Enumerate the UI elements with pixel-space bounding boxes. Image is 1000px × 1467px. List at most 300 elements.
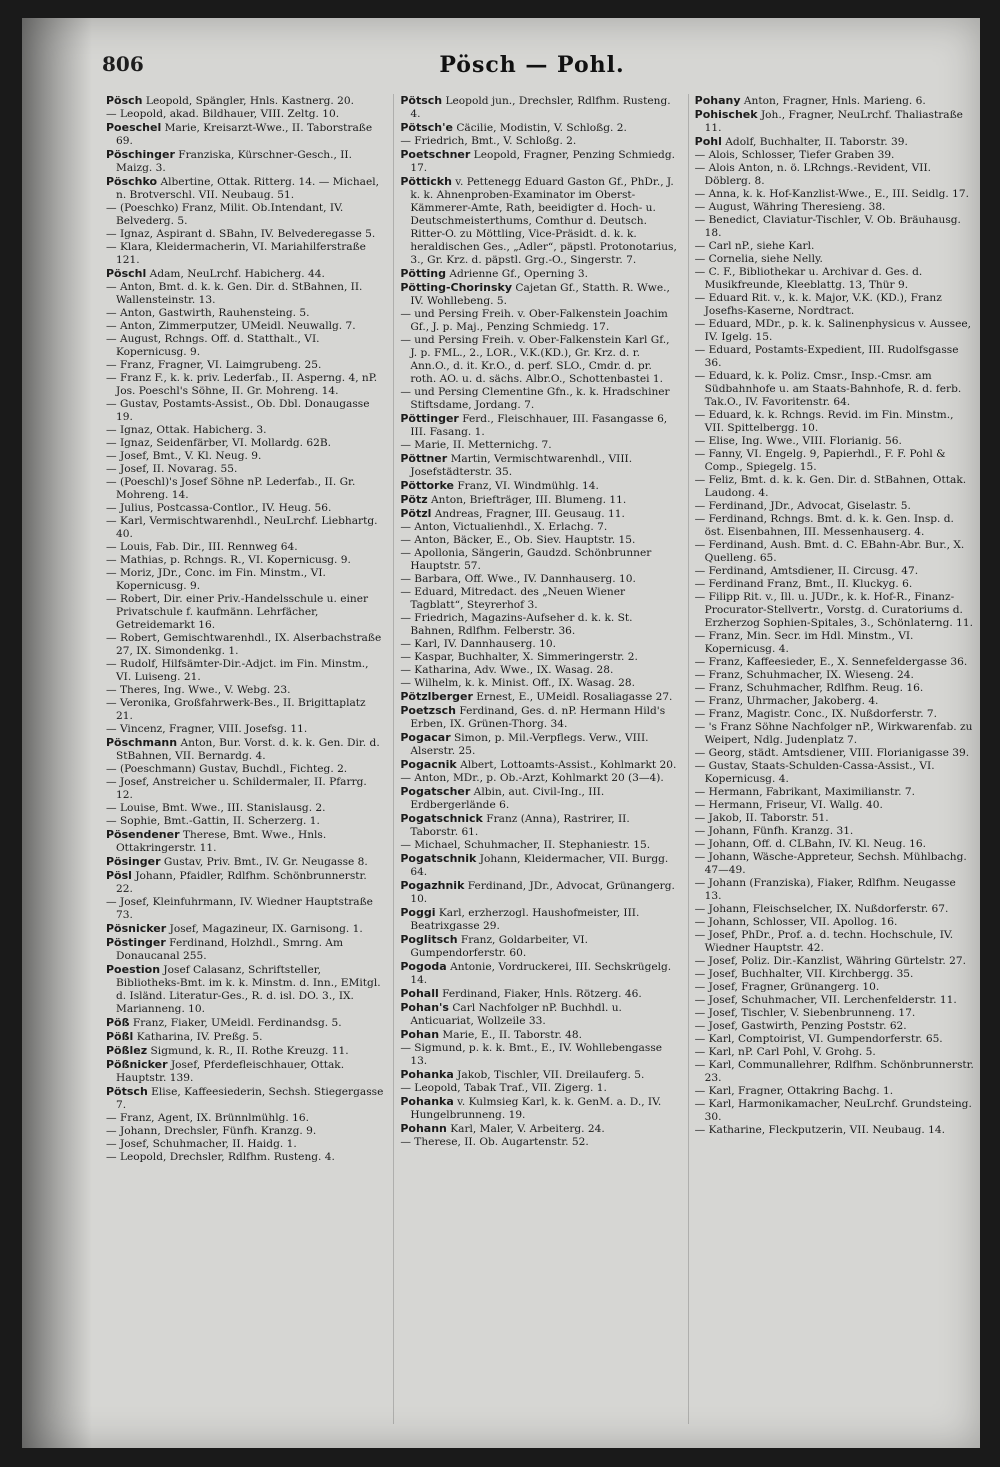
directory-entry	[400, 479, 679, 493]
entry-details: Marie, Kreisarzt-Wwe., II. Taborstraße 69.	[116, 122, 373, 147]
directory-entry	[400, 386, 679, 412]
entry-details: — Leopold, Drechsler, Rdlfhm. Rusteng. 4.	[106, 1151, 335, 1163]
directory-entry	[106, 776, 385, 802]
entry-details: — Johann, Fünfh. Kranzg. 31.	[694, 825, 854, 837]
directory-entry	[106, 94, 385, 108]
directory-entry	[400, 772, 679, 785]
entry-details: — Louise, Bmt. Wwe., III. Stanislausg. 2.	[106, 802, 326, 814]
directory-entry	[695, 825, 974, 838]
directory-entry	[695, 135, 974, 149]
entry-details: — Anton, MDr., p. Ob.-Arzt, Kohlmarkt 20 (3—4).	[400, 772, 664, 784]
directory-entry	[400, 439, 679, 452]
directory-entry	[695, 591, 974, 630]
entry-details: — Robert, Dir. einer Priv.-Handelsschule u. einer Privatschule f. kaufmänn. Lehrfächer, Getreidemarkt 16.	[106, 593, 369, 631]
directory-entry	[106, 869, 385, 896]
directory-entry	[400, 664, 679, 677]
entry-details: — Leopold, Tabak Traf., VII. Zigerg. 1.	[400, 1082, 607, 1094]
directory-entry	[695, 149, 974, 162]
entry-surname: Pösnicker	[106, 922, 167, 935]
entry-details: — Franz, Min. Secr. im Hdl. Minstm., VI. Kopernicusg. 4.	[694, 630, 914, 655]
page-number: 806	[102, 52, 144, 76]
entry-details: Therese, Bmt. Wwe., Hnls. Ottakringerstr. 11.	[116, 829, 327, 854]
directory-entry	[106, 922, 385, 936]
entry-details: — Veronika, Großfahrwerk-Bes., II. Brigittaplatz 21.	[106, 697, 366, 722]
directory-entry	[695, 630, 974, 656]
directory-entry	[106, 241, 385, 267]
entry-details: Marie, E., II. Taborstr. 48.	[442, 1029, 582, 1041]
entry-details: — Wilhelm, k. k. Minist. Off., IX. Wasag. 28.	[400, 677, 636, 689]
directory-entry	[106, 424, 385, 437]
column-3	[688, 94, 974, 1424]
directory-entry	[400, 1068, 679, 1082]
entry-details: Ferdinand, Fiaker, Hnls. Rötzerg. 46.	[442, 988, 642, 1000]
entry-details: — Vincenz, Fragner, VIII. Josefsg. 11.	[106, 723, 308, 735]
directory-entry	[695, 760, 974, 786]
directory-entry	[400, 933, 679, 960]
entry-details: — Sigmund, p. k. k. Bmt., E., IV. Wohllebengasse 13.	[400, 1042, 663, 1067]
directory-entry	[400, 839, 679, 852]
entry-details: — Kaspar, Buchhalter, X. Simmeringerstr. 2.	[400, 651, 638, 663]
entry-details: — Gustav, Staats-Schulden-Cassa-Assist., VI. Kopernicusg. 4.	[694, 760, 935, 785]
directory-entry	[106, 855, 385, 869]
directory-entry	[106, 763, 385, 776]
directory-entry	[106, 267, 385, 281]
entry-surname: Pohanka	[400, 1095, 454, 1108]
entry-details: Josef Calasanz, Schriftsteller, Bibliotheks-Bmt. im k. k. Minstm. d. Inn., EMitgl. d. Isländ. Literatur-Ges., R. d. isl. DO. 3., IX. Marianneng. 10.	[116, 964, 381, 1015]
entry-details: Antonie, Vordruckerei, III. Sechskrügelg. 14.	[410, 961, 672, 986]
entry-details: — Franz, Agent, IX. Brünnlmühlg. 16.	[106, 1112, 309, 1124]
entry-details: — Moriz, JDr., Conc. im Fin. Minstm., VI. Kopernicusg. 9.	[106, 567, 326, 592]
entry-surname: Pogatschnick	[400, 812, 483, 825]
directory-entry	[106, 437, 385, 450]
entry-surname: Pötz	[400, 493, 428, 506]
entry-details: — Ferdinand, Amtsdiener, II. Circusg. 47.	[694, 565, 919, 577]
entry-details: — Ignaz, Ottak. Habicherg. 3.	[106, 424, 267, 436]
entry-details: — Ferdinand, JDr., Advocat, Giselastr. 5.	[694, 500, 911, 512]
entry-details: — Rudolf, Hilfsämter-Dir.-Adjct. im Fin. Minstm., VI. Luiseng. 21.	[106, 658, 369, 683]
directory-entry	[106, 372, 385, 398]
entry-details: Karl, Maler, V. Arbeiterg. 24.	[450, 1123, 605, 1135]
directory-entry	[695, 747, 974, 760]
directory-entry	[400, 452, 679, 479]
entry-details: — Karl, Vermischtwarenhdl., NeuLrchf. Liebhartg. 40.	[106, 515, 378, 540]
directory-entry	[695, 1098, 974, 1124]
directory-entry	[400, 812, 679, 839]
directory-entry	[695, 968, 974, 981]
entry-surname: Pösch	[106, 94, 143, 107]
entry-details: Ferdinand, Ges. d. nP. Hermann Hild's Erben, IX. Grünen-Thorg. 34.	[410, 705, 666, 730]
entry-details: Carl Nachfolger nP. Buchhdl. u. Anticuariat, Wollzeile 33.	[410, 1002, 622, 1027]
directory-entry	[106, 463, 385, 476]
entry-details: — Ferdinand, Aush. Bmt. d. C. EBahn-Abr. Bur., X. Quelleng. 65.	[694, 539, 965, 564]
entry-details: Elise, Kaffeesiederin, Sechsh. Stiegergasse 7.	[116, 1086, 384, 1111]
entry-surname: Pötzlberger	[400, 690, 473, 703]
book-spine-shadow	[22, 18, 92, 1448]
entry-details: — Karl, IV. Dannhauserg. 10.	[400, 638, 556, 650]
entry-surname: Pötsch	[400, 94, 443, 107]
column-1	[106, 94, 385, 1424]
entry-details: — Filipp Rit. v., Ill. u. JUDr., k. k. Hof-R., Finanz-Procurator-Stellvertr., Vorstg. d. Curatoriums d. Erzherzog Sophien-Spitales, 3., Schönlaterng. 11.	[694, 591, 973, 629]
entry-details: — Josef, Fragner, Grünangerg. 10.	[694, 981, 880, 993]
directory-entry	[400, 651, 679, 664]
entry-details: — August, Rchngs. Off. d. Statthalt., VI. Kopernicusg. 9.	[106, 333, 320, 358]
entry-details: — Fanny, VI. Engelg. 9, Papierhdl., F. F. Pohl & Comp., Spiegelg. 15.	[694, 448, 946, 473]
entry-details: Anton, Fragner, Hnls. Marieng. 6.	[743, 95, 926, 107]
entry-surname: Pösl	[106, 869, 132, 882]
directory-entry	[106, 121, 385, 148]
entry-details: — Mathias, p. Rchngs. R., VI. Kopernicusg. 9.	[106, 554, 351, 566]
directory-entry	[695, 240, 974, 253]
entry-surname: Pohall	[400, 987, 439, 1000]
entry-details: — Cornelia, siehe Nelly.	[694, 253, 823, 265]
entry-details: — (Poeschmann) Gustav, Buchdl., Fichteg. 2.	[106, 763, 348, 775]
entry-details: — Karl, Fragner, Ottakring Bachg. 1.	[694, 1085, 894, 1097]
entry-details: — Marie, II. Metternichg. 7.	[400, 439, 552, 451]
entry-surname: Pötzl	[400, 507, 432, 520]
directory-entry	[695, 903, 974, 916]
entry-details: — Josef, Schuhmacher, II. Haidg. 1.	[106, 1138, 297, 1150]
entry-details: — und Persing Freih. v. Ober-Falkenstein Karl Gf., J. p. FML., 2., LOR., V.K.(KD.), Gr. Krz. d. r. Ann.O., d. it. Kr.O., d. perf. SLO., Cmdr. d. pr. roth. AO. u. d. sächs. Albr.O., Schottenbastei 1.	[400, 334, 670, 385]
entry-details: Gustav, Priv. Bmt., IV. Gr. Neugasse 8.	[163, 856, 368, 868]
directory-entry	[695, 929, 974, 955]
entry-details: — Feliz, Bmt. d. k. k. Gen. Dir. d. StBahnen, Ottak. Laudong. 4.	[694, 474, 967, 499]
directory-entry	[106, 828, 385, 855]
page-header	[102, 52, 962, 86]
entry-details: Anton, Briefträger, III. Blumeng. 11.	[430, 494, 627, 506]
directory-entry	[400, 121, 679, 135]
directory-entry	[400, 308, 679, 334]
entry-surname: Pohany	[694, 94, 741, 107]
entry-surname: Pohischek	[694, 108, 758, 121]
directory-entry	[400, 906, 679, 933]
directory-entry	[106, 658, 385, 684]
entry-details: Jakob, Tischler, VII. Dreilauferg. 5.	[457, 1069, 645, 1081]
directory-entry	[695, 162, 974, 188]
directory-entry	[695, 409, 974, 435]
entry-details: — Therese, II. Ob. Augartenstr. 52.	[400, 1136, 589, 1148]
directory-entry	[695, 188, 974, 201]
entry-details: Johann, Kleidermacher, VII. Burgg. 64.	[410, 853, 669, 878]
directory-entry	[106, 697, 385, 723]
entry-details: — August, Währing Theresieng. 38.	[694, 201, 886, 213]
entry-surname: Poeschel	[106, 121, 162, 134]
directory-entry	[695, 838, 974, 851]
entry-details: Adam, NeuLrchf. Habicherg. 44.	[149, 268, 325, 280]
entry-details: — Franz, Fragner, VI. Laimgrubeng. 25.	[106, 359, 322, 371]
entry-details: v. Pettenegg Eduard Gaston Gf., PhDr., J. k. k. Ahnenproben-Examinator im Oberst-Kämmerer-Amte, Rath, beeidigter d. Hoch- u. Deutschmeisterthums, Comthur d. Deutsch. Ritter-O. zu Möttling, Vice-Präsidt. d. k. k. heraldischen Ges., „Adler“, päpstl. Protonotarius, 3., Gr. Krz. d. päpstl. Grg.-O., Singerstr. 7.	[410, 176, 677, 266]
entry-surname: Poetschner	[400, 148, 471, 161]
entry-details: Leopold, Spängler, Hnls. Kastnerg. 20.	[145, 95, 354, 107]
entry-details: — Friedrich, Magazins-Aufseher d. k. k. St. Bahnen, Rdlfhm. Felberstr. 36.	[400, 612, 633, 637]
directory-entry	[400, 1028, 679, 1042]
directory-entry	[106, 502, 385, 515]
directory-entry	[400, 534, 679, 547]
entry-details: — Klara, Kleidermacherin, VI. Mariahilferstraße 121.	[106, 241, 366, 266]
entry-details: — Josef, Tischler, V. Siebenbrunneng. 17.	[694, 1007, 916, 1019]
directory-entry	[106, 148, 385, 175]
directory-entry	[106, 228, 385, 241]
entry-details: — Friedrich, Bmt., V. Schloßg. 2.	[400, 135, 577, 147]
entry-details: — Johann, Fleischselcher, IX. Nußdorferstr. 67.	[694, 903, 949, 915]
directory-entry	[695, 708, 974, 721]
entry-details: — Anton, Victualienhdl., X. Erlachg. 7.	[400, 521, 608, 533]
entry-surname: Poglitsch	[400, 933, 458, 946]
entry-details: — Anton, Bäcker, E., Ob. Siev. Hauptstr. 15.	[400, 534, 636, 546]
entry-details: — Eduard, k. k. Poliz. Cmsr., Insp.-Cmsr. am Südbahnhofe u. am Staats-Bahnhofe, R. d. ferb. Tak.O., IV. Favoritenstr. 64.	[694, 370, 962, 408]
entry-details: — und Persing Clementine Gfn., k. k. Hradschiner Stiftsdame, Jordang. 7.	[400, 386, 670, 411]
directory-entry	[695, 1085, 974, 1098]
entry-surname: Pösinger	[106, 855, 161, 868]
entry-details: — Georg, städt. Amtsdiener, VIII. Florianigasse 39.	[694, 747, 970, 759]
directory-entry	[106, 1030, 385, 1044]
entry-surname: Pohl	[694, 135, 722, 148]
column-2	[393, 94, 679, 1424]
directory-entry	[106, 202, 385, 228]
entry-surname: Pohann	[400, 1122, 447, 1135]
entry-details: Leopold jun., Drechsler, Rdlfhm. Rusteng. 4.	[410, 95, 671, 120]
entry-details: — 's Franz Söhne Nachfolger nP., Wirkwarenfab. zu Weipert, Ndlg. Judenplatz 7.	[694, 721, 973, 746]
entry-surname: Pöttorke	[400, 479, 454, 492]
directory-entry	[106, 1125, 385, 1138]
directory-entry	[106, 359, 385, 372]
directory-entry	[400, 1082, 679, 1095]
directory-entry	[695, 565, 974, 578]
directory-entry	[695, 1007, 974, 1020]
directory-entry	[106, 723, 385, 736]
directory-entry	[106, 1058, 385, 1085]
entry-details: — Josef, Bmt., V. Kl. Neug. 9.	[106, 450, 262, 462]
directory-entry	[400, 677, 679, 690]
entry-details: Ferd., Fleischhauer, III. Fasangasse 6, III. Fasang. 1.	[410, 413, 668, 438]
directory-entry	[400, 94, 679, 121]
entry-surname: Pogacar	[400, 731, 451, 744]
entry-surname: Pößl	[106, 1030, 134, 1043]
directory-entry	[106, 307, 385, 320]
entry-surname: Pößlez	[106, 1044, 148, 1057]
entry-details: — Hermann, Fabrikant, Maximilianstr. 7.	[694, 786, 915, 798]
directory-entry	[106, 802, 385, 815]
directory-entry	[695, 578, 974, 591]
entry-surname: Pöschinger	[106, 148, 175, 161]
directory-entry	[400, 612, 679, 638]
entry-details: — Johann, Wäsche-Appreteur, Sechsh. Mühlbachg. 47—49.	[694, 851, 967, 876]
entry-surname: Pötting-Chorinsky	[400, 281, 513, 294]
directory-entry	[106, 281, 385, 307]
entry-details: Albin, aut. Civil-Ing., III. Erdbergerlände 6.	[410, 786, 605, 811]
directory-entry	[400, 731, 679, 758]
directory-entry	[400, 704, 679, 731]
entry-details: Simon, p. Mil.-Verpflegs. Verw., VIII. Alserstr. 25.	[410, 732, 649, 757]
directory-entry	[400, 1095, 679, 1122]
directory-entry	[695, 695, 974, 708]
directory-entry	[106, 632, 385, 658]
entry-details: Sigmund, k. R., II. Rothe Kreuzg. 11.	[150, 1045, 349, 1057]
entry-surname: Pogazhnik	[400, 879, 465, 892]
directory-entry	[106, 398, 385, 424]
entry-details: Ernest, E., UMeidl. Rosaliagasse 27.	[476, 691, 673, 703]
directory-entry	[695, 266, 974, 292]
entry-surname: Pogoda	[400, 960, 447, 973]
directory-page	[22, 18, 980, 1448]
entry-surname: Pöttickh	[400, 175, 452, 188]
directory-entry	[400, 879, 679, 906]
directory-entry	[400, 758, 679, 772]
running-title: Pösch — Pohl.	[439, 52, 625, 78]
entry-details: — Elise, Ing. Wwe., VIII. Florianig. 56.	[694, 435, 902, 447]
entry-details: Franz, VI. Windmühlg. 14.	[457, 480, 599, 492]
entry-details: — Robert, Gemischtwarenhdl., IX. Alserbachstraße 27, IX. Simondenkg. 1.	[106, 632, 382, 657]
entry-details: Franz (Anna), Rastrirer, II. Taborstr. 61.	[410, 813, 630, 838]
directory-entry	[400, 267, 679, 281]
entry-details: — Eduard, Postamts-Expedient, III. Rudolfsgasse 36.	[694, 344, 959, 369]
directory-entry	[106, 567, 385, 593]
entry-details: Katharina, IV. Preßg. 5.	[136, 1031, 263, 1043]
directory-entry	[695, 318, 974, 344]
directory-entry	[106, 541, 385, 554]
entry-details: — Karl, Communallehrer, Rdlfhm. Schönbrunnerstr. 23.	[694, 1059, 974, 1084]
directory-entry	[695, 994, 974, 1007]
directory-entry	[695, 539, 974, 565]
directory-entry	[695, 94, 974, 108]
directory-entry	[695, 799, 974, 812]
directory-entry	[106, 815, 385, 828]
entry-surname: Pohan's	[400, 1001, 449, 1014]
directory-entry	[106, 963, 385, 1016]
directory-entry	[106, 108, 385, 121]
entry-details: — Alois, Schlosser, Tiefer Graben 39.	[694, 149, 895, 161]
directory-entry	[695, 682, 974, 695]
directory-entry	[695, 292, 974, 318]
entry-details: Karl, erzherzogl. Haushofmeister, III. Beatrixgasse 29.	[410, 907, 640, 932]
directory-entry	[400, 690, 679, 704]
directory-entry	[400, 1042, 679, 1068]
entry-details: — Josef, Buchhalter, VII. Kirchbergg. 35.	[694, 968, 914, 980]
directory-entry	[400, 507, 679, 521]
entry-details: — Franz, Uhrmacher, Jakoberg. 4.	[694, 695, 879, 707]
entry-details: Albertine, Ottak. Ritterg. 14. — Michael, n. Brotverschl. VII. Neubaug. 51.	[116, 176, 380, 201]
entry-surname: Pöttinger	[400, 412, 459, 425]
entry-details: Martin, Vermischtwarenhdl., VIII. Josefstädterstr. 35.	[410, 453, 633, 478]
directory-entry	[106, 684, 385, 697]
entry-details: Leopold, Fragner, Penzing Schmiedg. 17.	[410, 149, 675, 174]
entry-surname: Pogacnik	[400, 758, 457, 771]
directory-entry	[695, 448, 974, 474]
directory-entry	[400, 281, 679, 308]
entry-surname: Poetzsch	[400, 704, 456, 717]
directory-entry	[400, 521, 679, 534]
entry-details: — Franz, Schuhmacher, Rdlfhm. Reug. 16.	[694, 682, 924, 694]
directory-entry	[106, 593, 385, 632]
entry-details: Anton, Bur. Vorst. d. k. k. Gen. Dir. d. StBahnen, VII. Bernardg. 4.	[116, 737, 380, 762]
entry-details: — Eduard, MDr., p. k. k. Salinenphysicus v. Aussee, IV. Igelg. 15.	[694, 318, 971, 343]
directory-entry	[695, 370, 974, 409]
directory-entry	[695, 955, 974, 968]
directory-entry	[695, 669, 974, 682]
directory-entry	[400, 586, 679, 612]
entry-details: — (Poeschl)'s Josef Söhne nP. Lederfab., II. Gr. Mohreng. 14.	[106, 476, 356, 501]
entry-surname: Pogatschnik	[400, 852, 477, 865]
entry-details: Johann, Pfaidler, Rdlfhm. Schönbrunnerstr. 22.	[116, 870, 367, 895]
entry-details: Joh., Fragner, NeuLrchf. Thaliastraße 11.	[704, 109, 963, 134]
entry-surname: Pöschko	[106, 175, 158, 188]
directory-entry	[400, 175, 679, 267]
entry-details: — Anton, Zimmerputzer, UMeidl. Neuwallg. 7.	[106, 320, 356, 332]
directory-entry	[695, 201, 974, 214]
entry-details: — und Persing Freih. v. Ober-Falkenstein Joachim Gf., J. p. Maj., Penzing Schmiedg. 17.	[400, 308, 668, 333]
entry-details: — Josef, Anstreicher u. Schildermaler, II. Pfarrg. 12.	[106, 776, 367, 801]
directory-entry	[106, 476, 385, 502]
directory-entry	[695, 916, 974, 929]
directory-entry	[400, 852, 679, 879]
directory-entry	[695, 474, 974, 500]
directory-entry	[400, 1122, 679, 1136]
entry-details: — Franz F., k. k. priv. Lederfab., II. Asperng. 4, nP. Jos. Poeschl's Söhne, II. Gr. Mohreng. 14.	[106, 372, 378, 397]
entry-details: — Karl, nP. Carl Pohl, V. Grohg. 5.	[694, 1046, 876, 1058]
entry-details: — Hermann, Friseur, VI. Wallg. 40.	[694, 799, 883, 811]
entry-surname: Pößnicker	[106, 1058, 168, 1071]
entry-surname: Poestion	[106, 963, 161, 976]
entry-details: — Anna, k. k. Hof-Kanzlist-Wwe., E., III. Seidlg. 17.	[694, 188, 970, 200]
directory-entry	[106, 1138, 385, 1151]
directory-entry	[695, 108, 974, 135]
entry-details: — Franz, Schuhmacher, IX. Wieseng. 24.	[694, 669, 914, 681]
entry-details: — C. F., Bibliothekar u. Archivar d. Ges. d. Musikfreunde, Kleeblattg. 13, Thür 9.	[694, 266, 923, 291]
directory-entry	[106, 175, 385, 202]
directory-entry	[695, 214, 974, 240]
directory-entry	[400, 573, 679, 586]
directory-entry	[106, 936, 385, 963]
directory-entry	[695, 1124, 974, 1137]
entry-surname: Pöstinger	[106, 936, 166, 949]
entry-details: — Jakob, II. Taborstr. 51.	[694, 812, 829, 824]
directory-entry	[106, 1085, 385, 1112]
entry-details: — Benedict, Claviatur-Tischler, V. Ob. Bräuhausg. 18.	[694, 214, 961, 239]
directory-entry	[695, 513, 974, 539]
entry-surname: Pöschmann	[106, 736, 178, 749]
entry-details: Franz, Fiaker, UMeidl. Ferdinandsg. 5.	[132, 1017, 342, 1029]
entry-details: Ferdinand, JDr., Advocat, Grünangerg. 10.	[410, 880, 675, 905]
directory-entry	[400, 1136, 679, 1149]
entry-details: Adrienne Gf., Operning 3.	[449, 268, 588, 280]
entry-surname: Pöschl	[106, 267, 147, 280]
directory-entry	[695, 1020, 974, 1033]
directory-entry	[106, 896, 385, 922]
directory-entry	[106, 736, 385, 763]
directory-entry	[695, 253, 974, 266]
entry-details: Albert, Lottoamts-Assist., Kohlmarkt 20.	[460, 759, 677, 771]
directory-entry	[400, 334, 679, 386]
directory-entry	[400, 493, 679, 507]
entry-details: — Leopold, akad. Bildhauer, VIII. Zeltg. 10.	[106, 108, 340, 120]
entry-details: — Josef, Poliz. Dir.-Kanzlist, Währing Gürtelstr. 27.	[694, 955, 966, 967]
directory-entry	[106, 1151, 385, 1164]
entry-details: — Josef, Kleinfuhrmann, IV. Wiedner Hauptstraße 73.	[106, 896, 373, 921]
entry-details: Cajetan Gf., Statth. R. Wwe., IV. Wohllebeng. 5.	[410, 282, 670, 307]
entry-details: — Eduard, k. k. Rchngs. Revid. im Fin. Minstm., VII. Spittelbergg. 10.	[694, 409, 954, 434]
entry-details: — Ferdinand, Rchngs. Bmt. d. k. k. Gen. Insp. d. öst. Eisenbahnen, III. Messenhauserg. 4.	[694, 513, 954, 538]
entry-details: Franz, Goldarbeiter, VI. Gumpendorferstr. 60.	[410, 934, 588, 959]
entry-surname: Pohanka	[400, 1068, 454, 1081]
entry-surname: Pösendener	[106, 828, 180, 841]
directory-entry	[695, 656, 974, 669]
directory-entry	[400, 547, 679, 573]
directory-entry	[106, 1044, 385, 1058]
entry-details: — Ignaz, Aspirant d. SBahn, IV. Belvederegasse 5.	[106, 228, 376, 240]
directory-entry	[695, 786, 974, 799]
entry-surname: Poggi	[400, 906, 436, 919]
entry-details: Adolf, Buchhalter, II. Taborstr. 39.	[725, 136, 908, 148]
directory-entry	[695, 500, 974, 513]
